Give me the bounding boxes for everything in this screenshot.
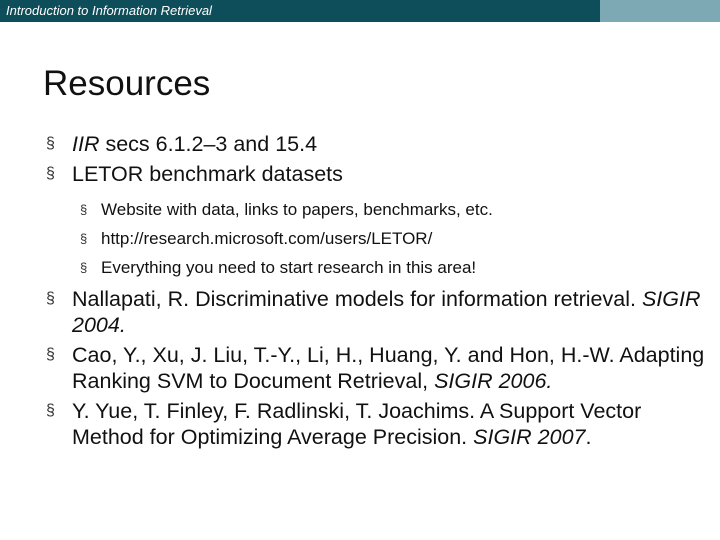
- bullet-icon: §: [46, 402, 55, 419]
- reference-item: [46, 398, 706, 450]
- sub-bullet-item: [46, 228, 706, 249]
- reference-item: [46, 286, 706, 338]
- slide-body: [46, 131, 706, 454]
- bullet-icon: §: [46, 346, 55, 363]
- sub-bullet-text: Website with data, links to papers, benchmarks, etc.: [101, 200, 493, 219]
- bullet-icon: §: [46, 135, 55, 152]
- header-bar: [0, 0, 600, 22]
- reference-text: Nallapati, R. Discriminative models for information retrieval.: [72, 287, 642, 311]
- bullet-icon: §: [46, 165, 55, 182]
- sub-bullet-list: [46, 199, 706, 278]
- bullet-item: [46, 161, 706, 187]
- bullet-italic-text: IIR: [72, 132, 100, 156]
- bullet-icon: §: [80, 231, 88, 246]
- bullet-icon: §: [80, 260, 88, 275]
- letor-url: http://research.microsoft.com/users/LETOR/: [101, 229, 433, 248]
- slide-title: Resources: [43, 64, 211, 103]
- reference-item: [46, 342, 706, 394]
- bullet-item: [46, 131, 706, 157]
- bullet-icon: §: [46, 290, 55, 307]
- header-accent-tab: [600, 0, 720, 22]
- bullet-icon: §: [80, 202, 88, 217]
- reference-period: .: [585, 425, 592, 449]
- reference-text: Y. Yue, T. Finley, F. Radlinski, T. Joachims. A Support Vector Method for Optimizing Average Precision.: [72, 399, 642, 449]
- sub-bullet-item: [46, 199, 706, 220]
- reference-venue: SIGIR 2004.: [72, 287, 701, 337]
- bullet-text: secs 6.1.2–3 and 15.4: [99, 132, 318, 156]
- reference-venue: SIGIR 2006.: [434, 369, 553, 393]
- reference-text: Cao, Y., Xu, J. Liu, T.-Y., Li, H., Huang, Y. and Hon, H.-W. Adapting Ranking SVM to Document Retrieval,: [72, 343, 705, 393]
- course-title: Introduction to Information Retrieval: [6, 3, 212, 18]
- reference-venue: SIGIR 2007: [473, 425, 586, 449]
- bullet-text: LETOR benchmark datasets: [72, 162, 343, 186]
- sub-bullet-text: Everything you need to start research in this area!: [101, 258, 477, 277]
- sub-bullet-item: [46, 257, 706, 278]
